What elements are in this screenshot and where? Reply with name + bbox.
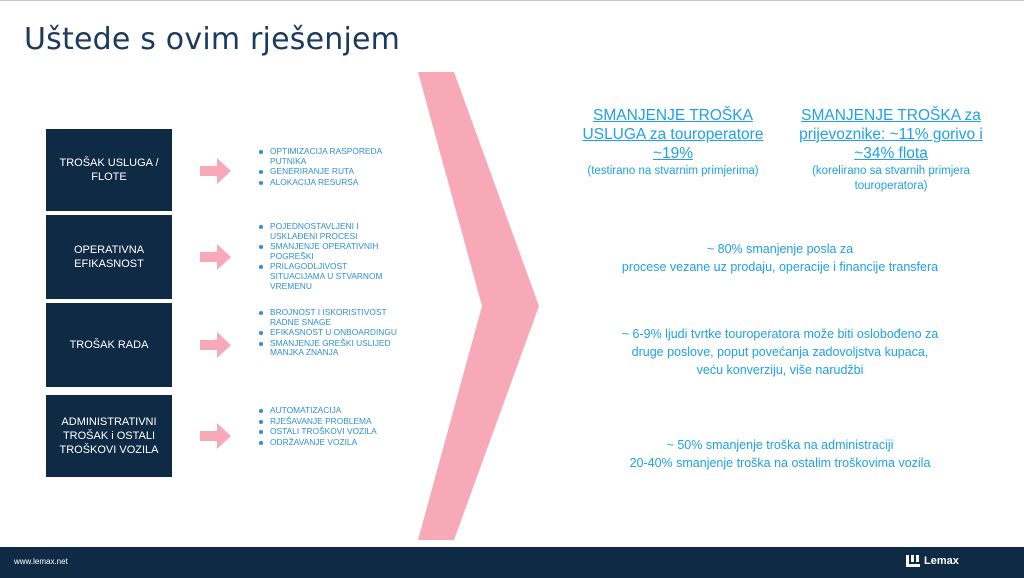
labor-savings-text	[560, 325, 1000, 379]
footer-url: www.lemax.net	[14, 557, 68, 566]
pink-arrow-icon	[200, 155, 232, 187]
list-item: EFIKASNOST U ONBOARDINGU	[258, 328, 398, 338]
list-item: SMANJENJE OPERATIVNIH POGREŠKI	[258, 242, 398, 261]
stat-line: ~ 6-9% ljudi tvrtke touroperatora može biti oslobođeno za	[621, 327, 939, 341]
list-item: AUTOMATIZACIJA	[258, 406, 398, 416]
stat-line: ~ 50% smanjenje troška na administraciji	[666, 438, 894, 452]
brand-logo	[906, 555, 959, 567]
list-item: BROJNOST I ISKORISTIVOST RADNE SNAGE	[258, 308, 398, 327]
bullet-list-operational-efficiency	[258, 222, 398, 292]
list-item: GENERIRANJE RUTA	[258, 167, 398, 177]
list-item: ALOKACIJA RESURSA	[258, 178, 398, 188]
stat-line: ~ 80% smanjenje posla za	[706, 242, 854, 256]
carrier-savings-note: (korelirano sa stvarnih primjera touroperatora)	[812, 165, 970, 192]
top-divider	[0, 0, 1024, 1]
category-box-operational-efficiency: OPERATIVNA EFIKASNOST	[46, 215, 172, 299]
footer-bar	[0, 547, 1024, 578]
pink-arrow-icon	[200, 329, 232, 361]
pink-arrow-icon	[200, 420, 232, 452]
category-box-admin-cost: ADMINISTRATIVNI TROŠAK i OSTALI TROŠKOVI VOZILA	[46, 395, 172, 477]
bullet-list-labor-cost	[258, 308, 398, 359]
list-item: ODRŽAVANJE VOZILA	[258, 438, 398, 448]
list-item: PRILAGODLJIVOST SITUACIJAMA U STVARNOM VREMENU	[258, 262, 398, 291]
stat-line: druge poslove, poput povećanja zadovoljstva kupaca,	[631, 345, 929, 359]
stat-line: procese vezane uz prodaju, operacije i financije transfera	[621, 260, 939, 274]
touroperator-savings-heading: SMANJENJE TROŠKA USLUGA za touroperatore ~19%	[582, 107, 764, 162]
chevron-arrow-graphic	[418, 72, 540, 540]
admin-savings-text	[560, 436, 1000, 472]
page-title: Uštede s ovim rješenjem	[24, 22, 401, 57]
list-item: SMANJENJE GREŠKI USLIJED MANJKA ZNANJA	[258, 339, 398, 358]
bullet-list-admin-cost	[258, 406, 398, 448]
carrier-savings-heading: SMANJENJE TROŠKA za prijevoznike: ~11% gorivo i ~34% flota	[799, 107, 983, 162]
touroperator-savings-block	[578, 106, 768, 179]
category-box-service-cost: TROŠAK USLUGA / FLOTE	[46, 129, 172, 211]
brand-name: Lemax	[924, 555, 959, 567]
list-item: RJEŠAVANJE PROBLEMA	[258, 417, 398, 427]
stat-line: veću konverziju, više narudžbi	[696, 363, 864, 377]
bullet-list-service-cost	[258, 147, 398, 188]
category-box-labor-cost: TROŠAK RADA	[46, 303, 172, 387]
touroperator-savings-note: (testirano na stvarnim primjerima)	[587, 165, 759, 177]
list-item: OPTIMIZACIJA RASPOREDA PUTNIKA	[258, 147, 398, 166]
lemax-logo-icon	[906, 555, 920, 567]
list-item: OSTALI TROŠKOVI VOZILA	[258, 427, 398, 437]
list-item: POJEDNOSTAVLJENI I USKLAĐENI PROCESI	[258, 222, 398, 241]
operations-savings-text	[560, 240, 1000, 276]
stat-line: 20-40% smanjenje troška na ostalim troškovima vozila	[629, 456, 931, 470]
carrier-savings-block	[796, 106, 986, 194]
pink-arrow-icon	[200, 241, 232, 273]
